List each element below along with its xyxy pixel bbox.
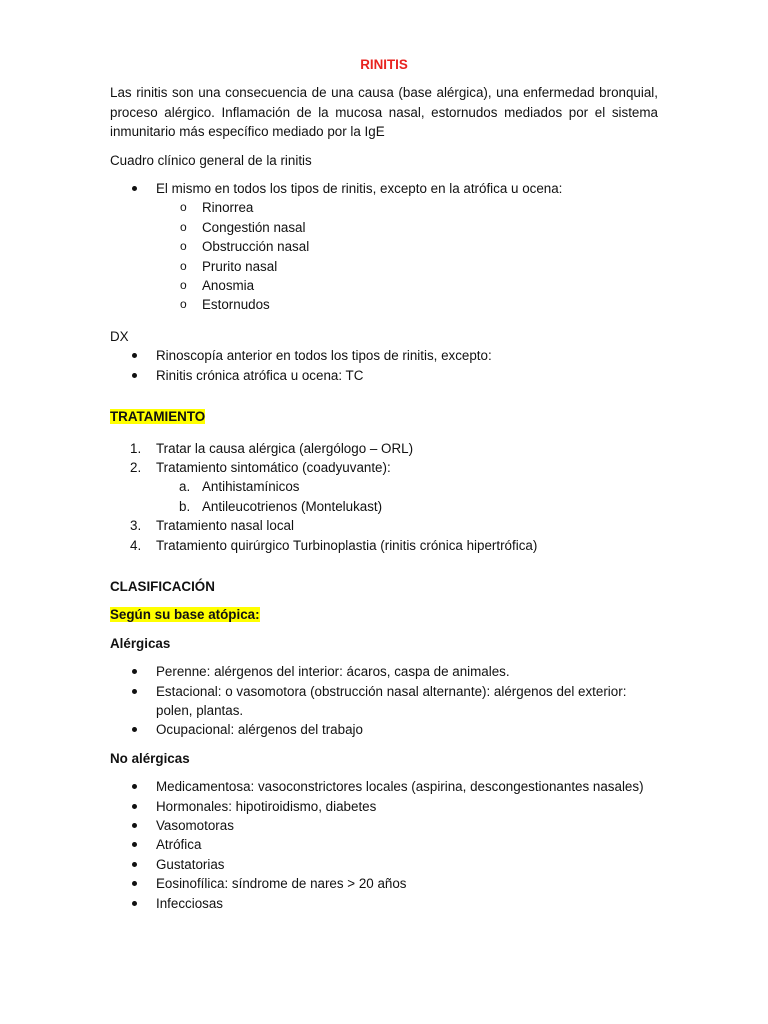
dx-label: DX xyxy=(110,328,129,344)
document-page xyxy=(110,55,658,913)
sub-marker: o xyxy=(180,239,187,254)
bullet-icon xyxy=(132,901,137,906)
list-item: o Anosmia xyxy=(110,276,658,295)
list-item: a. Antihistamínicos xyxy=(179,479,300,495)
list-item: Estacional: o vasomotora (obstrucción nasal alternante): alérgenos del exterior: polen, plantas. xyxy=(110,682,658,721)
list-item: El mismo en todos los tipos de rinitis, excepto en la atrófica u ocena: xyxy=(110,179,658,198)
list-item: b. Antileucotrienos (Montelukast) xyxy=(179,498,383,514)
bullet-icon xyxy=(132,862,137,867)
bullet-icon xyxy=(132,727,137,732)
list-item: 4. Tratamiento quirúrgico Turbinoplastia (rinitis crónica hipertrófica) xyxy=(130,537,538,553)
clasificacion-heading: CLASIFICACIÓN xyxy=(110,578,215,594)
list-item: 2. Tratamiento sintomático (coadyuvante): xyxy=(130,459,391,475)
list-item: Perenne: alérgenos del interior: ácaros, caspa de animales. xyxy=(110,662,658,681)
list-item: Gustatorias xyxy=(110,855,658,874)
no-alergicas-heading: No alérgicas xyxy=(110,750,190,766)
list-item: o Obstrucción nasal xyxy=(110,237,658,256)
tratamiento-list xyxy=(110,439,658,555)
bullet-icon xyxy=(132,689,137,694)
sub-marker: o xyxy=(180,200,187,215)
sub-marker: o xyxy=(180,258,187,273)
cuadro-heading: Cuadro clínico general de la rinitis xyxy=(110,152,312,168)
list-item: o Prurito nasal xyxy=(110,257,658,276)
page-title: RINITIS xyxy=(360,57,408,72)
bullet-icon xyxy=(132,881,137,886)
cuadro-list xyxy=(110,179,658,315)
list-item: Ocupacional: alérgenos del trabajo xyxy=(110,720,658,739)
list-item: Rinoscopía anterior en todos los tipos de rinitis, excepto: xyxy=(110,346,658,365)
list-item: 3. Tratamiento nasal local xyxy=(130,518,294,534)
list-item: Infecciosas xyxy=(110,894,658,913)
bullet-icon xyxy=(132,186,137,191)
bullet-icon xyxy=(132,669,137,674)
bullet-icon xyxy=(132,804,137,809)
intro-paragraph: Las rinitis son una consecuencia de una causa (base alérgica), una enfermedad bronquial, proceso alérgico. Inflamación de la mucosa nasal, estornudos mediados por el sistema inmunitario más específico mediado por la IgE xyxy=(110,85,658,140)
no-alergicas-list xyxy=(110,777,658,913)
list-item: Medicamentosa: vasoconstrictores locales (aspirina, descongestionantes nasales) xyxy=(110,777,658,796)
list-item: o Rinorrea xyxy=(110,198,658,217)
bullet-icon xyxy=(132,373,137,378)
dx-list xyxy=(110,346,658,385)
list-item: Hormonales: hipotiroidismo, diabetes xyxy=(110,797,658,816)
bullet-icon xyxy=(132,353,137,358)
atopica-subheading: Según su base atópica: xyxy=(110,607,260,623)
list-item: Rinitis crónica atrófica u ocena: TC xyxy=(110,366,658,385)
sub-marker: o xyxy=(180,278,187,293)
alergicas-heading: Alérgicas xyxy=(110,635,171,651)
tratamiento-heading: TRATAMIENTO xyxy=(110,409,206,425)
list-item: Eosinofílica: síndrome de nares > 20 años xyxy=(110,874,658,893)
sub-marker: o xyxy=(180,297,187,312)
list-item: Vasomotoras xyxy=(110,816,658,835)
list-item: Atrófica xyxy=(110,835,658,854)
list-item: o Estornudos xyxy=(110,295,658,314)
bullet-icon xyxy=(132,823,137,828)
bullet-icon xyxy=(132,784,137,789)
bullet-icon xyxy=(132,842,137,847)
list-item: 1. Tratar la causa alérgica (alergólogo – ORL) xyxy=(130,440,414,456)
list-item: o Congestión nasal xyxy=(110,218,658,237)
alergicas-list xyxy=(110,662,658,740)
sub-marker: o xyxy=(180,219,187,234)
